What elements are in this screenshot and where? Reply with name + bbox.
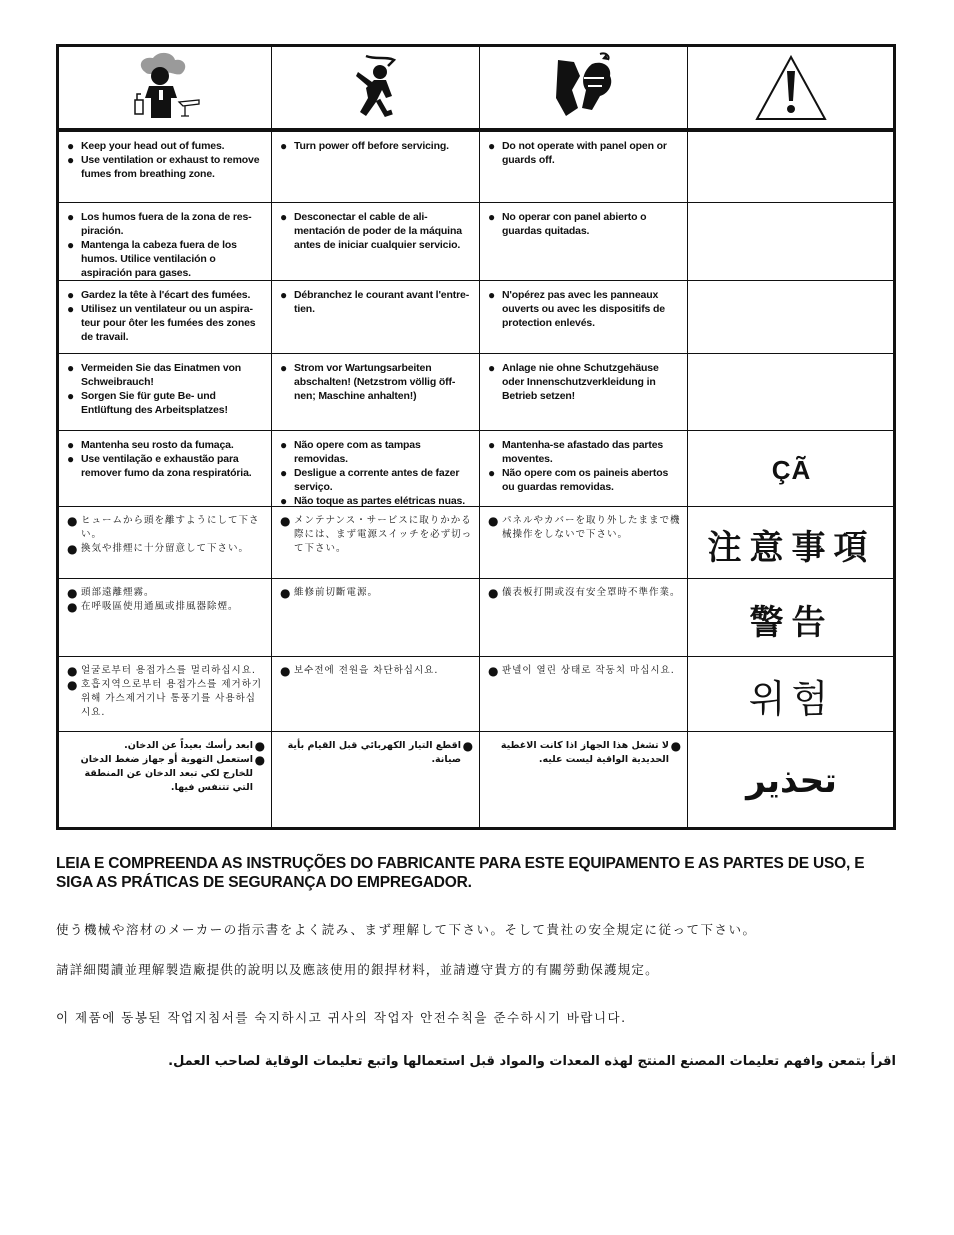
warning-row-ja <box>59 506 893 578</box>
bullet-text: Não opere com as tampas removidas. <box>294 439 421 465</box>
bullet-item <box>488 361 681 403</box>
bullet-item <box>488 288 681 330</box>
bullet-text: استعمل التهوية أو جهاز ضغط الدخان للخارج لكي تبعد الدخان عن المنطقة التي تتنفس فيها. <box>80 754 253 793</box>
bullet-item <box>67 361 265 389</box>
bullet-icon: ● <box>280 361 288 375</box>
bullet-item <box>67 739 265 753</box>
bullet-text: Keep your head out of fumes. <box>81 140 225 152</box>
warning-row-es <box>59 202 893 280</box>
bullet-icon: ● <box>280 210 288 224</box>
warning-row-de <box>59 353 893 430</box>
warning-row-ko <box>59 656 893 731</box>
bullet-text: Desconectar el cable de ali- mentación de poder de la máquina antes de iniciar cualquier servicio. <box>294 211 462 251</box>
bullet-item <box>67 678 265 720</box>
bullet-icon: ● <box>280 664 292 678</box>
warning-heading-cell <box>687 732 893 827</box>
bullet-icon: ● <box>67 302 75 316</box>
bullet-text: اقطع التيار الكهربائي قبل القيام بأية صيانة. <box>287 740 461 765</box>
bullet-icon: ● <box>67 600 79 614</box>
bullet-icon: ● <box>488 210 496 224</box>
bullet-text: Utilisez un ventilateur ou un aspira- teur pour ôter les fumées des zones de travail. <box>81 303 256 343</box>
warning-heading-cell <box>687 132 893 202</box>
bullet-text: 換気や排煙に十分留意して下さい。 <box>81 543 250 554</box>
bullet-text: No operar con panel abierto o guardas quitadas. <box>502 211 647 237</box>
footer-arabic: اقرأ بتمعن وافهم تعليمات المصنع المنتج لهذه المعدات والمواد قبل استعمالها واتبع تعليمات الوقاية لصاحب العمل. <box>168 1054 896 1069</box>
warning-row-zh <box>59 578 893 656</box>
warning-heading-cell <box>687 507 893 578</box>
warning-heading: 注意事項 <box>707 527 876 568</box>
fumes-cell <box>59 47 271 128</box>
warning-heading <box>696 288 887 349</box>
bullet-text: ヒュームから頭を離すようにして下さい。 <box>81 515 260 540</box>
bullet-icon: ● <box>280 494 288 508</box>
bullet-item <box>488 139 681 167</box>
warning-heading-cell <box>687 431 893 506</box>
warning-cell-c1 <box>59 732 271 827</box>
bullet-item <box>280 361 473 403</box>
bullet-icon: ● <box>67 238 75 252</box>
bullet-icon: ● <box>280 586 292 600</box>
bullet-text: パネルやカバーを取り外したままで機械操作をしないで下さい。 <box>502 515 681 540</box>
bullet-icon: ● <box>488 361 496 375</box>
warning-cell-c2 <box>271 657 479 731</box>
bullet-text: 儀表板打開或沒有安全罩時不準作業。 <box>502 587 681 598</box>
warning-cell-c2 <box>271 354 479 430</box>
bullet-item <box>280 466 473 494</box>
bullet-item <box>280 139 473 153</box>
warning-cell-c2 <box>271 132 479 202</box>
bullet-text: Mantenga la cabeza fuera de los humos. Utilice ventilación o aspiración para gases. <box>81 239 237 279</box>
bullet-item <box>67 438 265 452</box>
bullet-icon: ● <box>67 438 75 452</box>
bullet-item <box>488 664 681 678</box>
bullet-text: Vermeiden Sie das Einatmen von Schweibrauch! <box>81 362 242 388</box>
bullet-text: Turn power off before servicing. <box>294 140 449 152</box>
bullet-text: Anlage nie ohne Schutzgehäuse oder Innenschutzverkleidung in Betrieb setzen! <box>502 362 659 402</box>
bullet-icon: ● <box>67 153 75 167</box>
bullet-icon: ● <box>67 288 75 302</box>
bullet-item <box>67 664 265 678</box>
bullet-item <box>280 210 473 252</box>
bullet-text: 보수전에 전원을 차단하십시요. <box>294 665 439 676</box>
warning-cell-c1 <box>59 132 271 202</box>
bullet-icon: ● <box>67 586 79 600</box>
bullet-text: Desligue a corrente antes de fazer serviço. <box>294 467 460 493</box>
bullet-icon: ● <box>488 139 496 153</box>
footer-chinese: 請詳細閱讀並理解製造廠提供的說明以及應該使用的銀捍材料，並請遵守貴方的有關勞動保護規定。 <box>56 962 659 977</box>
bullet-item <box>67 302 265 344</box>
warning-cell-c2 <box>271 579 479 656</box>
warning-heading: 위험 <box>748 677 835 721</box>
bullet-item <box>488 210 681 238</box>
bullet-item <box>280 739 473 767</box>
bullet-item <box>67 288 265 302</box>
warning-cell-c2 <box>271 732 479 827</box>
bullet-item <box>67 452 265 480</box>
moving-parts-cell <box>479 47 687 128</box>
bullet-icon: ● <box>280 139 288 153</box>
bullet-item <box>488 466 681 494</box>
warning-cell-c1 <box>59 281 271 353</box>
warning-row-ar <box>59 731 893 827</box>
bullet-item <box>67 389 265 417</box>
bullet-item <box>67 542 265 556</box>
warning-heading-cell <box>687 203 893 280</box>
bullet-text: 在呼吸區使用通風或排風器除煙。 <box>81 601 239 612</box>
bullet-text: 얼굴로부터 용접가스를 멀리하십시요. <box>81 665 256 676</box>
warning-cell-c3 <box>479 203 687 280</box>
warning-cell-c3 <box>479 132 687 202</box>
bullet-text: Use ventilação e exhaustão para remover fumo da zona respiratória. <box>81 453 252 479</box>
bullet-text: N'opérez pas avec les panneaux ouverts ou avec les dispositifs de protection enlevés. <box>502 289 665 329</box>
bullet-text: ابعد رأسك بعيداً عن الدخان. <box>124 740 253 751</box>
bullet-icon: ● <box>488 664 500 678</box>
bullet-text: 호흡지역으로부터 용접가스를 제거하기 위해 가스제거기나 통풍기를 사용하십시요. <box>81 679 263 718</box>
electric-shock-icon <box>336 50 416 126</box>
warning-triangle-icon <box>753 53 829 123</box>
fumes-icon <box>115 50 215 126</box>
bullet-item <box>488 514 681 542</box>
bullet-icon: ● <box>254 753 265 767</box>
warning-heading: تحذير <box>746 761 837 801</box>
bullet-icon: ● <box>488 586 500 600</box>
bullet-icon: ● <box>67 361 75 375</box>
bullet-text: メンテナンス・サービスに取りかかる際には、まず電源スイッチを必ず切って下さい。 <box>294 515 473 554</box>
bullet-text: 維修前切斷電源。 <box>294 587 379 598</box>
bullet-icon: ● <box>67 389 75 403</box>
bullet-icon: ● <box>67 452 75 466</box>
bullet-icon: ● <box>67 678 79 692</box>
bullet-icon: ● <box>488 438 496 452</box>
warning-cell-c1 <box>59 354 271 430</box>
warning-heading-cell <box>687 354 893 430</box>
bullet-item <box>280 586 473 600</box>
warning-cell-c3 <box>479 507 687 578</box>
bullet-icon: ● <box>254 739 265 753</box>
bullet-item <box>67 753 265 795</box>
bullet-icon: ● <box>67 139 75 153</box>
bullet-text: Sorgen Sie für gute Be- und Entlüftung des Arbeitsplatzes! <box>81 390 228 416</box>
warning-cell-c3 <box>479 354 687 430</box>
bullet-icon: ● <box>280 466 288 480</box>
bullet-icon: ● <box>488 514 500 528</box>
warning-cell-c1 <box>59 657 271 731</box>
bullet-item <box>280 288 473 316</box>
pictogram-row <box>59 47 893 131</box>
bullet-icon: ● <box>280 514 292 528</box>
bullet-text: لا تشغل هذا الجهاز اذا كانت الاغطية الحديدية الواقية ليست عليه. <box>500 740 669 765</box>
bullet-text: 頭部遠離煙霧。 <box>81 587 155 598</box>
bullet-item <box>67 153 265 181</box>
bullet-text: Débranchez le courant avant l'entre- tien. <box>294 289 470 315</box>
footer-portuguese: LEIA E COMPREENDA AS INSTRUÇÕES DO FABRICANTE PARA ESTE EQUIPAMENTO E AS PARTES DE USO, E SIGA AS PRÁTICAS DE SEGURANÇA DO EMPREGADOR. <box>56 855 865 891</box>
warning-heading-cell <box>687 281 893 353</box>
footer-japanese: 使う機械や溶材のメーカーの指示書をよく読み、まず理解して下さい。そして貴社の安全規定に従って下さい。 <box>56 922 757 937</box>
moving-parts-icon <box>544 50 624 126</box>
bullet-icon: ● <box>670 739 681 753</box>
warning-heading <box>696 361 887 426</box>
bullet-icon: ● <box>67 542 79 556</box>
warning-cell-c1 <box>59 507 271 578</box>
warning-cell-c2 <box>271 281 479 353</box>
warning-cell-c1 <box>59 203 271 280</box>
bullet-item <box>488 739 681 767</box>
warning-cell-c2 <box>271 507 479 578</box>
bullet-text: 판넬이 열린 상태로 작동치 마십시요. <box>502 665 675 676</box>
bullet-text: Strom vor Wartungsarbeiten abschalten! (Netzstrom völlig öff- nen; Maschine anhalten!) <box>294 362 456 402</box>
footer-korean: 이 제품에 동봉된 작업지침서를 숙지하시고 귀사의 작업자 안전수칙을 준수하시기 바랍니다. <box>56 1010 627 1025</box>
warning-cell-c3 <box>479 732 687 827</box>
bullet-text: Los humos fuera de la zona de res- piración. <box>81 211 252 237</box>
warning-heading-cell <box>687 657 893 731</box>
warning-row-pt <box>59 430 893 506</box>
warning-cell-c3 <box>479 657 687 731</box>
bullet-item <box>280 514 473 556</box>
bullet-icon: ● <box>280 438 288 452</box>
warning-cell-c3 <box>479 431 687 506</box>
bullet-item <box>67 586 265 600</box>
bullet-text: Mantenha-se afastado das partes moventes. <box>502 439 664 465</box>
bullet-item <box>280 664 473 678</box>
bullet-icon: ● <box>462 739 473 753</box>
warning-cell-c1 <box>59 579 271 656</box>
bullet-icon: ● <box>280 288 288 302</box>
warning-cell-c1 <box>59 431 271 506</box>
warning-row-fr <box>59 280 893 353</box>
shock-cell <box>271 47 479 128</box>
bullet-item <box>67 238 265 280</box>
warning-heading <box>696 139 887 198</box>
bullet-item <box>280 494 473 508</box>
bullet-icon: ● <box>67 210 75 224</box>
warning-heading-cell <box>687 579 893 656</box>
bullet-item <box>488 586 681 600</box>
bullet-item <box>488 438 681 466</box>
bullet-icon: ● <box>67 514 79 528</box>
bullet-item <box>67 600 265 614</box>
bullet-item <box>67 139 265 153</box>
warning-row-en <box>59 131 893 202</box>
warning-cell-c3 <box>479 579 687 656</box>
bullet-icon: ● <box>488 466 496 480</box>
warning-cell-c2 <box>271 203 479 280</box>
warning-table <box>56 44 896 830</box>
bullet-item <box>67 514 265 542</box>
bullet-text: Não opere com os paineis abertos ou guardas removidas. <box>502 467 669 493</box>
bullet-text: Use ventilation or exhaust to remove fumes from breathing zone. <box>81 154 260 180</box>
bullet-text: Não toque as partes elétricas nuas. <box>294 495 465 507</box>
bullet-item <box>280 438 473 466</box>
warning-heading: ÇÃ <box>771 454 812 485</box>
bullet-item <box>67 210 265 238</box>
bullet-text: Gardez la tête à l'écart des fumées. <box>81 289 251 301</box>
warning-cell <box>687 47 893 128</box>
warning-cell-c3 <box>479 281 687 353</box>
warning-heading: 警告 <box>749 602 834 643</box>
bullet-icon: ● <box>67 664 79 678</box>
warning-cell-c2 <box>271 431 479 506</box>
warning-heading <box>696 210 887 276</box>
bullet-text: Do not operate with panel open or guards off. <box>502 140 667 166</box>
bullet-text: Mantenha seu rosto da fumaça. <box>81 439 234 451</box>
bullet-icon: ● <box>488 288 496 302</box>
